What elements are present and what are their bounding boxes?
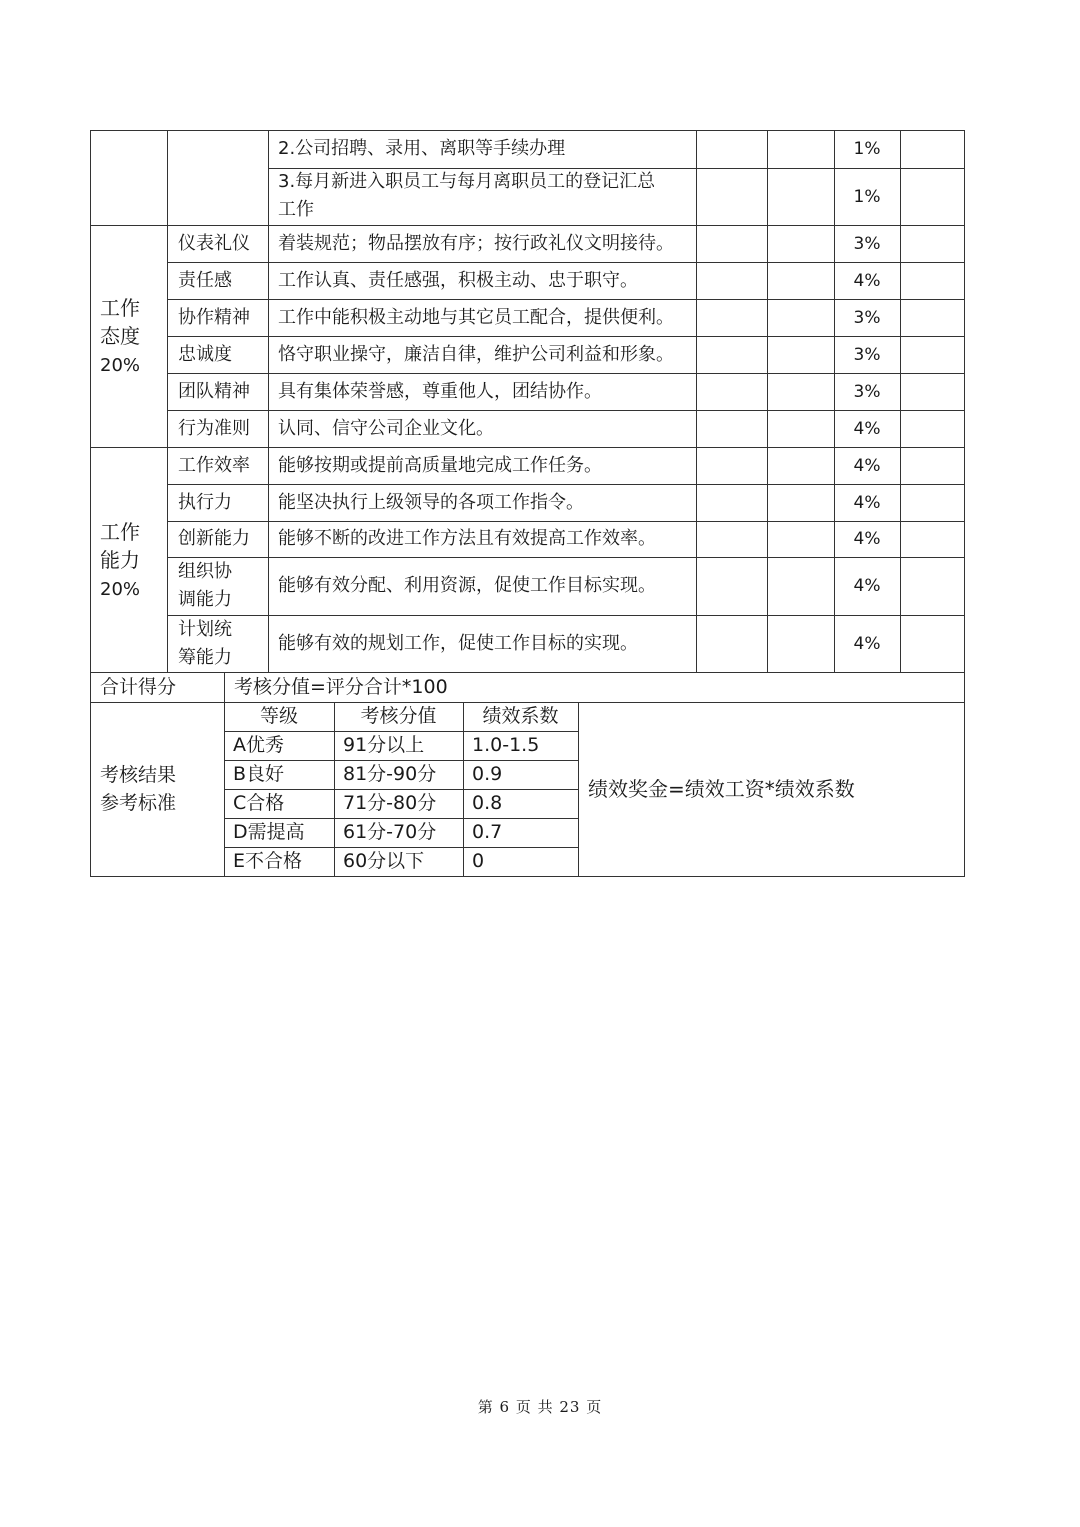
item-weight: 4% — [853, 271, 881, 291]
item-weight: 4% — [853, 419, 881, 439]
row-description-line1: 3.每月新进入职员工与每月离职员工的登记汇总 — [278, 171, 656, 192]
item-weight: 4% — [853, 576, 881, 596]
item-name: 行为准则 — [178, 418, 250, 439]
grade-cell: D需提高 — [233, 821, 305, 843]
item-description: 能够有效的规划工作，促使工作目标的实现。 — [278, 633, 638, 654]
score-cell: 60分以下 — [343, 850, 425, 872]
row-description: 2.公司招聘、录用、离职等手续办理 — [278, 138, 566, 159]
item-name-line2: 筹能力 — [178, 647, 232, 668]
row-description-line2: 工作 — [278, 199, 314, 220]
item-name-line1: 计划统 — [178, 619, 232, 640]
grade-cell: E不合格 — [233, 850, 303, 872]
item-description: 具有集体荣誉感，尊重他人，团结协作。 — [278, 381, 602, 402]
category-attitude-line1: 工作 — [100, 296, 140, 320]
item-weight: 4% — [853, 634, 881, 654]
item-description: 能够按期或提前高质量地完成工作任务。 — [278, 455, 602, 476]
total-formula: 考核分值=评分合计*100 — [234, 676, 448, 698]
result-label-line1: 考核结果 — [100, 764, 177, 786]
item-description: 能坚决执行上级领导的各项工作指令。 — [278, 492, 584, 513]
score-cell: 91分以上 — [343, 734, 425, 756]
coefficient-cell: 0.8 — [472, 792, 503, 814]
item-name: 执行力 — [178, 492, 232, 513]
header-score: 考核分值 — [360, 705, 437, 727]
category-attitude-weight: 20% — [100, 355, 141, 376]
item-name: 仪表礼仪 — [178, 233, 250, 254]
category-attitude-line2: 态度 — [100, 324, 140, 348]
coefficient-cell: 0 — [472, 850, 485, 872]
score-cell: 61分-70分 — [343, 821, 437, 843]
item-name: 责任感 — [178, 270, 232, 291]
bonus-formula: 绩效奖金=绩效工资*绩效系数 — [588, 777, 855, 801]
grade-cell: B良好 — [233, 763, 285, 785]
item-name: 协作精神 — [178, 307, 250, 328]
item-description: 着装规范；物品摆放有序；按行政礼仪文明接待。 — [278, 233, 674, 254]
item-weight: 3% — [853, 234, 881, 254]
item-description: 恪守职业操守，廉洁自律，维护公司利益和形象。 — [278, 344, 674, 365]
result-label-line2: 参考标准 — [100, 792, 177, 814]
item-weight: 3% — [853, 382, 881, 402]
item-weight: 3% — [853, 308, 881, 328]
item-description: 能够有效分配、利用资源，促使工作目标实现。 — [278, 575, 656, 596]
item-weight: 3% — [853, 345, 881, 365]
coefficient-cell: 1.0-1.5 — [472, 734, 540, 756]
item-name: 团队精神 — [178, 381, 250, 402]
header-coefficient: 绩效系数 — [482, 705, 559, 727]
item-weight: 4% — [853, 493, 881, 513]
header-grade: 等级 — [259, 705, 298, 727]
grade-cell: A优秀 — [233, 734, 284, 756]
score-cell: 81分-90分 — [343, 763, 437, 785]
item-name-line2: 调能力 — [178, 589, 232, 610]
item-name: 创新能力 — [178, 528, 250, 549]
row-weight: 1% — [853, 139, 881, 159]
item-description: 工作认真、责任感强，积极主动、忠于职守。 — [278, 270, 638, 291]
total-label: 合计得分 — [100, 676, 177, 698]
grade-cell: C合格 — [233, 792, 285, 814]
item-weight: 4% — [853, 529, 881, 549]
category-ability-weight: 20% — [100, 579, 141, 600]
item-name-line1: 组织协 — [178, 561, 232, 582]
coefficient-cell: 0.7 — [472, 821, 503, 843]
category-ability-line2: 能力 — [100, 548, 140, 572]
score-cell: 71分-80分 — [343, 792, 437, 814]
item-description: 工作中能积极主动地与其它员工配合，提供便利。 — [278, 307, 674, 328]
item-weight: 4% — [853, 456, 881, 476]
row-weight: 1% — [853, 187, 881, 207]
item-name: 忠诚度 — [178, 344, 232, 365]
item-name: 工作效率 — [178, 455, 250, 476]
page-footer: 第 6 页 共 23 页 — [477, 1398, 603, 1416]
item-description: 能够不断的改进工作方法且有效提高工作效率。 — [278, 528, 656, 549]
item-description: 认同、信守公司企业文化。 — [278, 418, 494, 439]
category-ability-line1: 工作 — [100, 520, 140, 544]
coefficient-cell: 0.9 — [472, 763, 503, 785]
